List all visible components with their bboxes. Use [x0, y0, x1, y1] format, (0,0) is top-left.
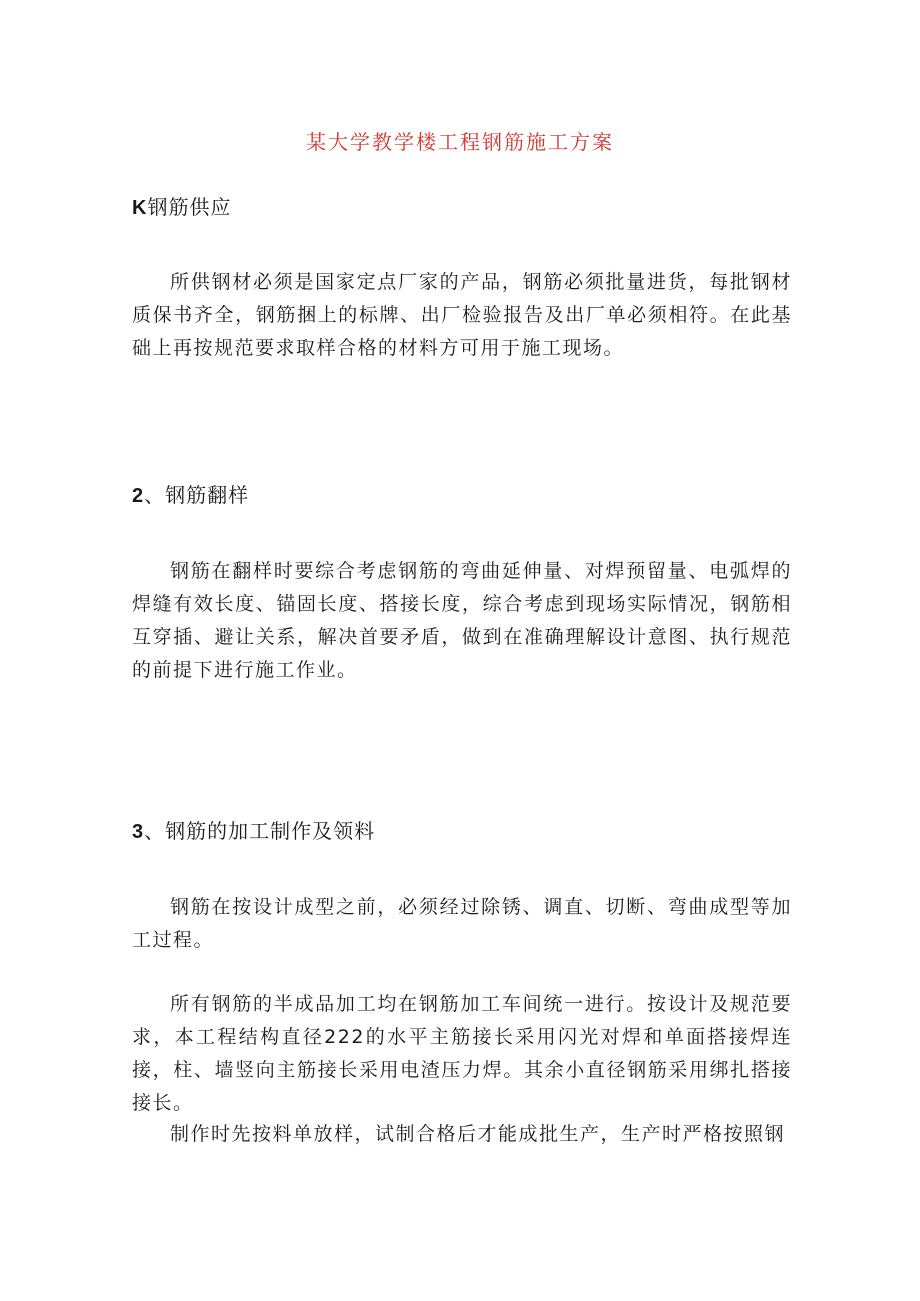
paragraph: 所供钢材必须是国家定点厂家的产品，钢筋必须批量进货，每批钢材质保书齐全，钢筋捆上的标牌、出厂检验报告及出厂单必须相符。在此基础上再按规范要求取样合格的材料方可用于施工现场。: [132, 271, 792, 359]
paragraph: 钢筋在按设计成型之前，必须经过除锈、调直、切断、弯曲成型等加工过程。: [132, 896, 792, 951]
paragraph: 钢筋在翻样时要综合考虑钢筋的弯曲延伸量、对焊预留量、电弧焊的焊缝有效长度、锚固长度、搭接长度，综合考虑到现场实际情况，钢筋相互穿插、避让关系，解决首要矛盾，做到在准确理解设计意图、执行规范的前提下进行施工作业。: [132, 560, 792, 681]
section-title: 钢筋供应: [147, 195, 232, 219]
section-number: K: [132, 197, 148, 219]
paragraph: 制作时先按料单放样，试制合格后才能成批生产，生产时严格按照钢: [170, 1123, 786, 1145]
section-heading-2: [132, 480, 249, 511]
document-title: 某大学教学楼工程钢筋施工方案: [306, 130, 614, 154]
paragraph: 所有钢筋的半成品加工均在钢筋加工车间统一进行。按设计及规范要求，本工程结构直径222的水平主筋接长采用闪光对焊和单面搭接焊连接，柱、墙竖向主筋接长采用电渣压力焊。其余小直径钢筋采用绑扎搭接接长。: [132, 993, 792, 1114]
section-title: 、钢筋的加工制作及领料: [144, 819, 376, 843]
section-heading-1: [132, 192, 231, 223]
section-title: 、钢筋翻样: [144, 483, 250, 507]
section-number: 3: [132, 821, 145, 843]
section-number: 2: [132, 485, 145, 507]
section-heading-3: [132, 816, 375, 847]
